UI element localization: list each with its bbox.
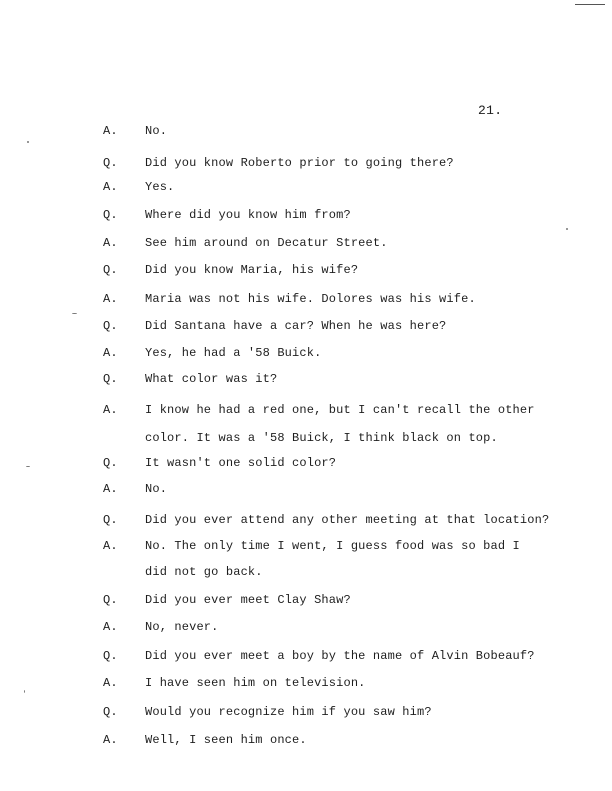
speaker-label: Q. xyxy=(103,263,118,277)
speaker-label: A. xyxy=(103,180,118,194)
speech-text: No. xyxy=(145,482,168,496)
speaker-label: A. xyxy=(103,124,118,138)
scan-speck xyxy=(27,141,29,143)
scan-speck xyxy=(72,313,77,314)
speech-text: Yes. xyxy=(145,180,175,194)
speaker-label: A. xyxy=(103,236,118,250)
speech-text: Did you ever attend any other meeting at that location? xyxy=(145,513,550,527)
speech-text: No. xyxy=(145,124,168,138)
speaker-label: Q. xyxy=(103,208,118,222)
speech-text: Did you know Maria, his wife? xyxy=(145,263,359,277)
speech-text: color. It was a '58 Buick, I think black on top. xyxy=(145,431,498,445)
speaker-label: Q. xyxy=(103,649,118,663)
page-number: 21. xyxy=(478,103,503,118)
speech-text: See him around on Decatur Street. xyxy=(145,236,388,250)
speech-text: Yes, he had a '58 Buick. xyxy=(145,346,322,360)
speech-text: What color was it? xyxy=(145,372,278,386)
speaker-label: Q. xyxy=(103,705,118,719)
speaker-label: Q. xyxy=(103,513,118,527)
top-edge-mark xyxy=(575,4,605,5)
speaker-label: Q. xyxy=(103,593,118,607)
speaker-label: A. xyxy=(103,346,118,360)
speaker-label: Q. xyxy=(103,372,118,386)
speaker-label: A. xyxy=(103,620,118,634)
scan-speck xyxy=(566,228,568,230)
speech-text: Maria was not his wife. Dolores was his wife. xyxy=(145,292,476,306)
speaker-label: A. xyxy=(103,733,118,747)
speech-text: Did you ever meet Clay Shaw? xyxy=(145,593,351,607)
speaker-label: A. xyxy=(103,676,118,690)
speaker-label: Q. xyxy=(103,456,118,470)
speaker-label: Q. xyxy=(103,319,118,333)
speech-text: No, never. xyxy=(145,620,219,634)
speech-text: Would you recognize him if you saw him? xyxy=(145,705,432,719)
speech-text: Did you know Roberto prior to going there? xyxy=(145,156,454,170)
speech-text: Did Santana have a car? When he was here? xyxy=(145,319,447,333)
speech-text: Well, I seen him once. xyxy=(145,733,307,747)
speaker-label: A. xyxy=(103,292,118,306)
scan-speck xyxy=(26,466,30,467)
speech-text: Did you ever meet a boy by the name of Alvin Bobeauf? xyxy=(145,649,535,663)
speech-text: I have seen him on television. xyxy=(145,676,366,690)
scan-speck xyxy=(24,690,25,693)
speaker-label: A. xyxy=(103,482,118,496)
speech-text: I know he had a red one, but I can't recall the other xyxy=(145,403,535,417)
speaker-label: Q. xyxy=(103,156,118,170)
speaker-label: A. xyxy=(103,539,118,553)
speech-text: Where did you know him from? xyxy=(145,208,351,222)
speech-text: It wasn't one solid color? xyxy=(145,456,337,470)
speech-text: No. The only time I went, I guess food was so bad I xyxy=(145,539,520,553)
speech-text: did not go back. xyxy=(145,565,263,579)
speaker-label: A. xyxy=(103,403,118,417)
